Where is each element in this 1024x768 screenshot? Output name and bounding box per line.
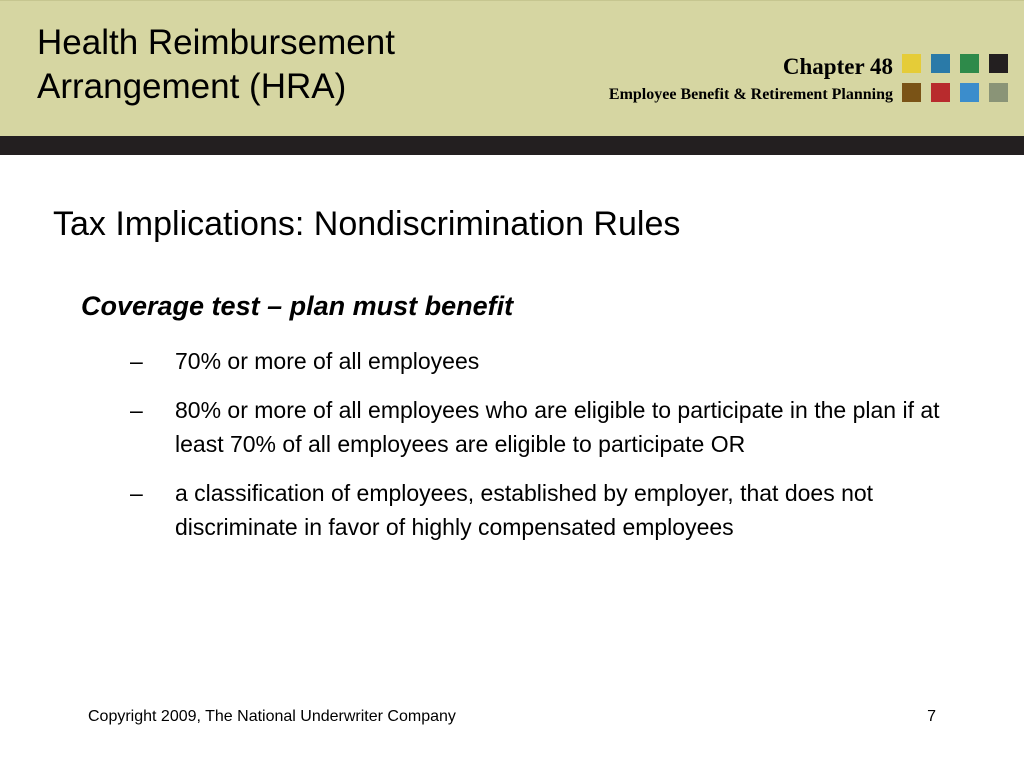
bullet-text: 80% or more of all employees who are eligible to participate in the plan if at least 70% of all employees are eligible to participate OR (175, 397, 940, 457)
bullet-dash: – (130, 480, 143, 506)
chapter-label: Chapter 48 (782, 54, 893, 79)
page-number: 7 (927, 708, 936, 725)
bullet-text: 70% or more of all employees (175, 348, 480, 374)
decorative-square (960, 83, 979, 102)
bullet-item (130, 344, 950, 378)
slide-header (0, 0, 1024, 136)
decorative-square (989, 83, 1008, 102)
header-divider-bar (0, 136, 1024, 155)
bullet-item (130, 393, 950, 461)
slide-title: Health Reimbursement Arrangement (HRA) (37, 23, 395, 106)
decorative-square (902, 83, 921, 102)
bullet-item (130, 476, 950, 544)
decorative-squares (902, 54, 1008, 104)
bullet-list (130, 344, 950, 559)
decorative-square (960, 54, 979, 73)
decorative-square (931, 83, 950, 102)
book-title: Employee Benefit & Retirement Planning (608, 86, 893, 103)
decorative-square (902, 54, 921, 73)
decorative-square (931, 54, 950, 73)
decorative-square (989, 54, 1008, 73)
bullet-text: a classification of employees, established by employer, that does not discriminate in favor of highly compensated employees (175, 480, 874, 540)
bullet-dash: – (130, 348, 143, 374)
bullet-dash: – (130, 397, 143, 423)
footer-copyright: Copyright 2009, The National Underwriter Company (88, 708, 456, 725)
section-heading: Tax Implications: Nondiscrimination Rules (53, 205, 681, 243)
coverage-test-heading: Coverage test – plan must benefit (81, 291, 514, 321)
